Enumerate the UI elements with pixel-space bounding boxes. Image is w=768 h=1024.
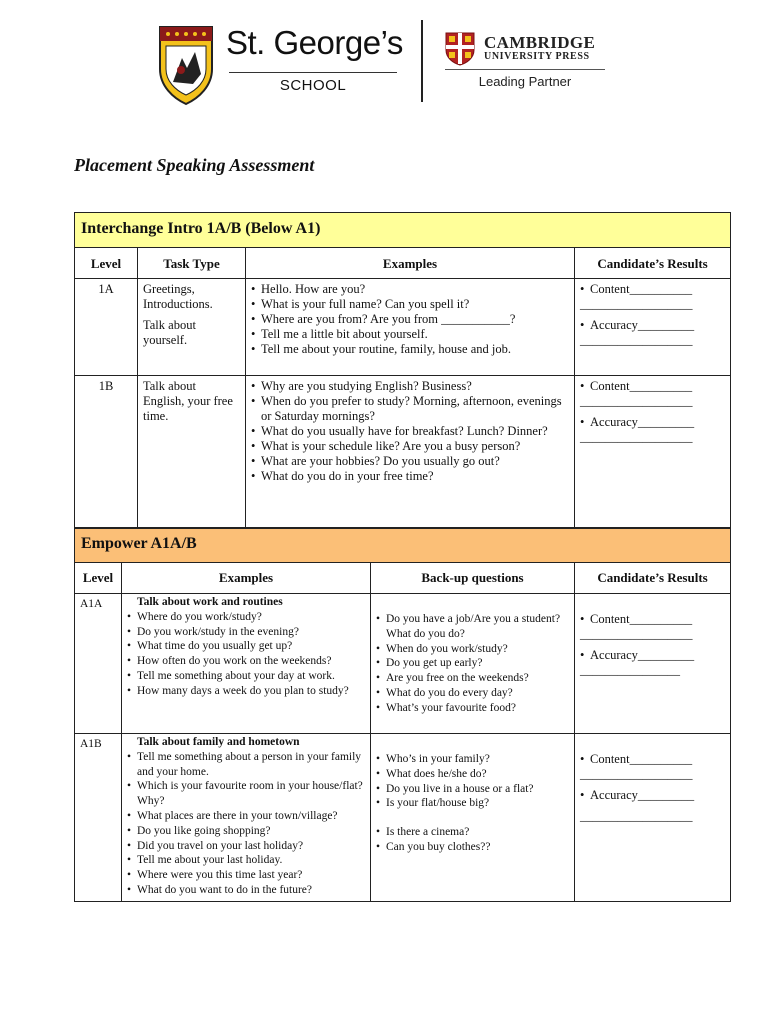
examples-cell (246, 376, 575, 528)
school-name-rule (229, 72, 397, 73)
example-item: • What places are there in your town/village? (127, 809, 365, 824)
example-item: • Tell me something about your day at work. (127, 669, 365, 684)
document-title: Placement Speaking Assessment (74, 155, 315, 175)
example-item: • What are your hobbies? Do you usually go out? (251, 454, 569, 469)
accuracy-blank-line[interactable]: __________________ (580, 809, 693, 823)
backup-item: • What does he/she do? (376, 767, 569, 782)
example-item: • What do you do in your free time? (251, 469, 569, 484)
task-type-text: Greetings, Introductions. (143, 282, 213, 311)
partner-tagline: Leading Partner (478, 74, 572, 89)
partner-name: CAMBRIDGE (484, 33, 596, 52)
col-header-level: Level (75, 563, 122, 594)
page-header (0, 0, 768, 120)
school-name: St. George’s (226, 24, 403, 61)
header-divider (421, 20, 423, 102)
example-item: • Tell me a little bit about yourself. (251, 327, 569, 342)
table-header-row (75, 563, 731, 594)
level-cell: 1B (75, 376, 138, 528)
example-item: • Which is your favourite room in your house/flat? Why? (127, 779, 365, 809)
example-item: • What time do you usually get up? (127, 639, 365, 654)
empower-table (74, 528, 731, 902)
content-blank-line[interactable]: __________________ (580, 297, 693, 311)
level-cell: A1B (75, 734, 122, 902)
topic-heading: Talk about family and hometown (137, 736, 300, 748)
backup-item: • What’s your favourite food? (376, 701, 569, 716)
col-header-examples: Examples (246, 248, 575, 279)
accuracy-score-field[interactable]: • Accuracy_________ (580, 318, 725, 333)
backup-item: • Do you live in a house or a flat? (376, 782, 569, 797)
results-cell (575, 734, 731, 902)
example-item: • What do you want to do in the future? (127, 883, 365, 898)
backup-item: • Can you buy clothes?? (376, 840, 569, 855)
col-header-task-type: Task Type (138, 248, 246, 279)
results-cell (575, 279, 731, 376)
content-blank-line[interactable]: __________________ (580, 767, 693, 781)
results-cell (575, 376, 731, 528)
section-band (75, 529, 731, 563)
backup-cell (371, 594, 575, 734)
interchange-table (74, 212, 731, 528)
example-item: • How often do you work on the weekends? (127, 654, 365, 669)
topic-heading: Talk about work and routines (137, 596, 283, 608)
example-item: • Tell me about your last holiday. (127, 853, 365, 868)
example-item: • Did you travel on your last holiday? (127, 839, 365, 854)
example-item: • Where do you work/study? (127, 610, 365, 625)
partner-rule (445, 69, 605, 70)
accuracy-blank-line[interactable]: __________________ (580, 430, 693, 444)
backup-item: • Is there a cinema? (376, 825, 569, 840)
backup-item: • Who’s in your family? (376, 752, 569, 767)
col-header-results: Candidate’s Results (575, 563, 731, 594)
example-item: • Tell me something about a person in your family and your home. (127, 750, 365, 780)
content-score-field[interactable]: • Content__________ (580, 282, 725, 297)
col-header-level: Level (75, 248, 138, 279)
accuracy-score-field[interactable]: • Accuracy_________ (580, 648, 725, 663)
content-blank-line[interactable]: __________________ (580, 394, 693, 408)
school-crest-logo (157, 24, 215, 106)
table-header-row (75, 248, 731, 279)
content-score-field[interactable]: • Content__________ (580, 379, 725, 394)
section-band (75, 213, 731, 248)
example-item: • What is your full name? Can you spell it? (251, 297, 569, 312)
task-type-text: Talk about English, your free time. (143, 379, 233, 423)
level-cell: 1A (75, 279, 138, 376)
accuracy-score-field[interactable]: • Accuracy_________ (580, 415, 725, 430)
example-item: • Tell me about your routine, family, house and job. (251, 342, 569, 357)
content-score-field[interactable]: • Content__________ (580, 752, 725, 767)
example-item: • Do you work/study in the evening? (127, 625, 365, 640)
col-header-backup: Back-up questions (371, 563, 575, 594)
backup-cell (371, 734, 575, 902)
example-item: • Why are you studying English? Business? (251, 379, 569, 394)
table-row (75, 376, 731, 528)
school-subtitle: SCHOOL (279, 77, 347, 94)
backup-item: • Are you free on the weekends? (376, 671, 569, 686)
example-item: • Where were you this time last year? (127, 868, 365, 883)
col-header-examples: Examples (122, 563, 371, 594)
table-row (75, 594, 731, 734)
example-item: • Hello. How are you? (251, 282, 569, 297)
section-title: Interchange Intro 1A/B (Below A1) (75, 213, 731, 248)
content-score-field[interactable]: • Content__________ (580, 612, 725, 627)
accuracy-blank-line[interactable]: ________________ (580, 663, 680, 677)
partner-subtitle: UNIVERSITY PRESS (484, 51, 590, 62)
backup-item: • Is your flat/house big? (376, 796, 569, 811)
example-item: • How many days a week do you plan to study? (127, 684, 365, 699)
accuracy-score-field[interactable]: • Accuracy_________ (580, 788, 725, 803)
level-cell: A1A (75, 594, 122, 734)
example-item: • When do you prefer to study? Morning, afternoon, evenings or Saturday mornings? (251, 394, 569, 424)
col-header-results: Candidate’s Results (575, 248, 731, 279)
backup-item: • Do you get up early? (376, 656, 569, 671)
task-type-cell (138, 279, 246, 376)
table-row (75, 279, 731, 376)
accuracy-blank-line[interactable]: __________________ (580, 333, 693, 347)
cambridge-shield-logo (445, 32, 475, 66)
section-title: Empower A1A/B (75, 529, 731, 563)
example-item: • Where are you from? Are you from ___________? (251, 312, 569, 327)
results-cell (575, 594, 731, 734)
examples-cell (122, 594, 371, 734)
task-type-cell (138, 376, 246, 528)
table-row (75, 734, 731, 902)
examples-cell (246, 279, 575, 376)
example-item: • Do you like going shopping? (127, 824, 365, 839)
backup-item: • What do you do every day? (376, 686, 569, 701)
example-item: • What do you usually have for breakfast? Lunch? Dinner? (251, 424, 569, 439)
examples-cell (122, 734, 371, 902)
backup-item: • Do you have a job/Are you a student? What do you do? (376, 612, 569, 642)
example-item: • What is your schedule like? Are you a busy person? (251, 439, 569, 454)
backup-item: • When do you work/study? (376, 642, 569, 657)
content-blank-line[interactable]: __________________ (580, 627, 693, 641)
task-type-text: Talk about yourself. (143, 318, 196, 347)
